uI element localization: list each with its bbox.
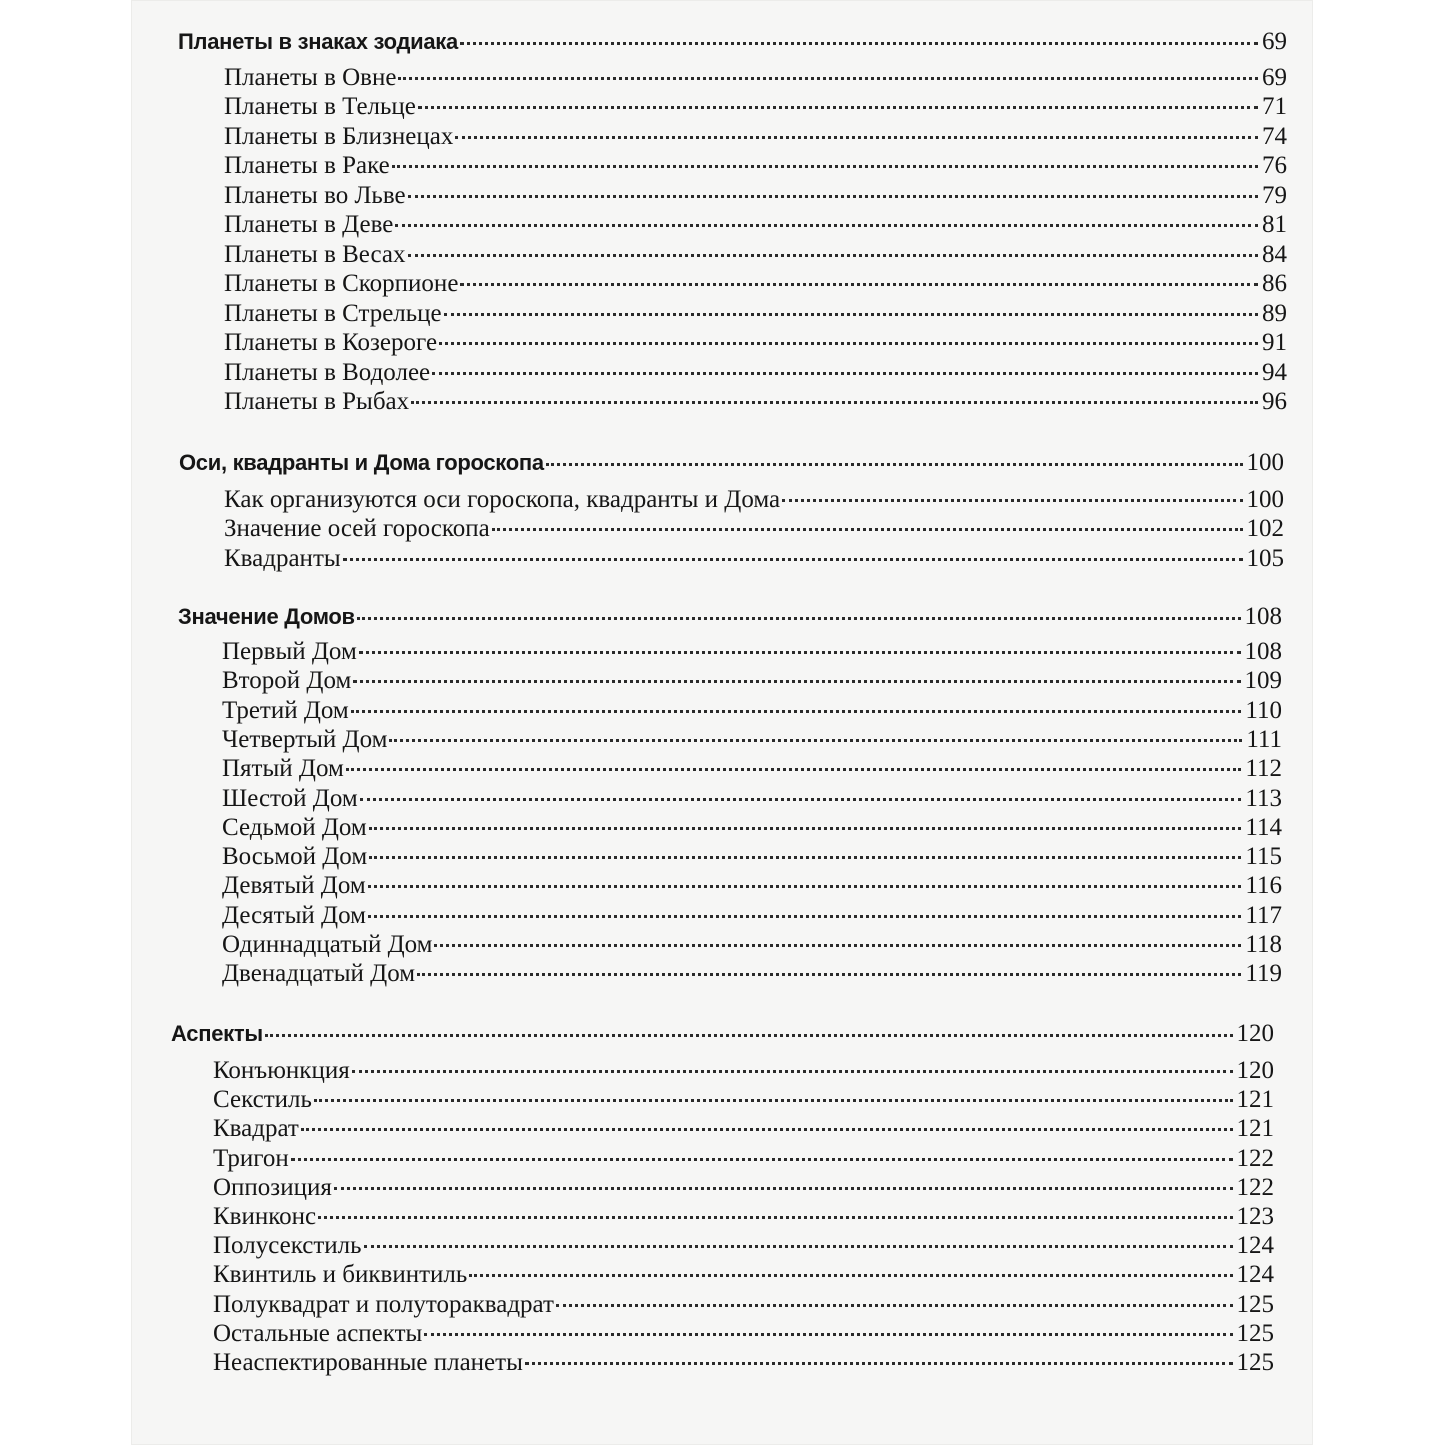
- page-number: 121: [1236, 1115, 1274, 1142]
- dot-leader: [408, 254, 1258, 257]
- dot-leader: [364, 1245, 1233, 1248]
- dot-leader: [398, 77, 1258, 80]
- entry-title: Квадрат: [213, 1115, 299, 1142]
- entry-title: Планеты в Весах: [224, 241, 406, 268]
- dot-leader: [369, 827, 1242, 830]
- dot-leader: [368, 885, 1242, 888]
- toc-entry[interactable]: [224, 211, 1287, 241]
- page-number: 125: [1236, 1349, 1274, 1376]
- dot-leader: [314, 1099, 1233, 1102]
- page-number: 124: [1236, 1232, 1274, 1259]
- page-number: 109: [1244, 667, 1282, 694]
- dot-leader: [301, 1128, 1233, 1131]
- entry-title: Квадранты: [224, 545, 341, 572]
- dot-leader: [351, 710, 1242, 713]
- toc-entry[interactable]: [213, 1203, 1274, 1233]
- entry-title: Планеты в Овне: [224, 64, 397, 91]
- dot-leader: [439, 342, 1258, 345]
- page-number: 116: [1245, 872, 1282, 899]
- page-number: 125: [1236, 1320, 1274, 1347]
- section-title: Планеты в знаках зодиака: [178, 29, 458, 54]
- page-number: 112: [1245, 755, 1282, 782]
- page-number: 123: [1236, 1203, 1274, 1230]
- toc-entry[interactable]: [222, 902, 1282, 932]
- toc-entry[interactable]: [222, 960, 1282, 990]
- entry-title: Полуквадрат и полутораквадрат: [213, 1291, 554, 1318]
- toc-entry[interactable]: [224, 300, 1287, 330]
- toc-entry[interactable]: [213, 1320, 1274, 1350]
- toc-entry[interactable]: [222, 697, 1282, 727]
- dot-leader: [369, 856, 1241, 859]
- dot-leader: [460, 42, 1258, 45]
- dot-leader: [357, 617, 1241, 620]
- entry-title: Седьмой Дом: [222, 814, 367, 841]
- toc-entry[interactable]: [222, 726, 1282, 756]
- toc-section[interactable]: [178, 28, 1287, 58]
- page-number: 114: [1245, 814, 1282, 841]
- entry-title: Секстиль: [213, 1086, 312, 1113]
- dot-leader: [434, 944, 1241, 947]
- page-number: 108: [1244, 603, 1282, 630]
- toc-section[interactable]: [178, 603, 1282, 633]
- dot-leader: [469, 1274, 1232, 1277]
- page-number: 69: [1262, 28, 1287, 55]
- page-number: 119: [1245, 960, 1282, 987]
- page-number: 74: [1262, 123, 1287, 150]
- dot-leader: [492, 528, 1243, 531]
- entry-title: Планеты в Водолее: [224, 359, 431, 386]
- toc-section[interactable]: [171, 1020, 1274, 1050]
- dot-leader: [265, 1034, 1233, 1037]
- page-number: 81: [1262, 211, 1287, 238]
- entry-title: Планеты в Раке: [224, 152, 390, 179]
- page-number: 86: [1262, 270, 1287, 297]
- toc-entry[interactable]: [222, 872, 1282, 902]
- toc-entry[interactable]: [224, 515, 1284, 545]
- dot-leader: [525, 1362, 1233, 1365]
- page-number: 115: [1245, 843, 1282, 870]
- entry-title: Неаспектированные планеты: [213, 1349, 523, 1376]
- entry-title: Конъюнкция: [213, 1057, 350, 1084]
- page-number: 69: [1262, 64, 1287, 91]
- page-number: 124: [1236, 1261, 1274, 1288]
- dot-leader: [424, 1333, 1232, 1336]
- entry-title: Значение осей гороскопа: [224, 515, 490, 542]
- toc-entry[interactable]: [213, 1115, 1274, 1145]
- page-number: 111: [1246, 726, 1282, 753]
- page-number: 84: [1262, 241, 1287, 268]
- entry-title: Тригон: [213, 1145, 289, 1172]
- page-number: 108: [1244, 638, 1282, 665]
- toc-entry[interactable]: [222, 814, 1282, 844]
- entry-title: Девятый Дом: [222, 872, 366, 899]
- entry-title: Квинтиль и биквинтиль: [213, 1261, 468, 1288]
- page-number: 96: [1262, 388, 1287, 415]
- dot-leader: [353, 680, 1240, 683]
- entry-title: Десятый Дом: [222, 902, 366, 929]
- dot-leader: [455, 136, 1258, 139]
- toc-entry[interactable]: [224, 329, 1287, 359]
- page-number: 94: [1262, 359, 1287, 386]
- toc-section[interactable]: [179, 449, 1284, 479]
- entry-title: Шестой Дом: [222, 785, 358, 812]
- dot-leader: [291, 1158, 1233, 1161]
- dot-leader: [556, 1304, 1233, 1307]
- toc-entry[interactable]: [222, 667, 1282, 697]
- entry-title: Планеты в Рыбах: [224, 388, 410, 415]
- entry-title: Четвертый Дом: [222, 726, 388, 753]
- page-number: 120: [1236, 1020, 1274, 1047]
- toc-entry[interactable]: [224, 270, 1287, 300]
- toc-entry[interactable]: [222, 843, 1282, 873]
- section-title: Аспекты: [171, 1021, 263, 1046]
- page-number: 118: [1245, 931, 1282, 958]
- toc-entry[interactable]: [213, 1057, 1274, 1087]
- entry-title: Квинконс: [213, 1203, 317, 1230]
- entry-title: Планеты в Близнецах: [224, 123, 454, 150]
- dot-leader: [782, 499, 1242, 502]
- section-title: Оси, квадранты и Дома гороскопа: [179, 450, 544, 475]
- toc-entry[interactable]: [224, 93, 1287, 123]
- dot-leader: [444, 313, 1258, 316]
- entry-title: Планеты в Скорпионе: [224, 270, 459, 297]
- toc-entry[interactable]: [224, 241, 1287, 271]
- page-number: 122: [1236, 1145, 1274, 1172]
- toc-entry[interactable]: [224, 388, 1287, 418]
- page-number: 125: [1236, 1291, 1274, 1318]
- dot-leader: [346, 768, 1242, 771]
- entry-title: Восьмой Дом: [222, 843, 368, 870]
- entry-title: Планеты во Льве: [224, 182, 406, 209]
- toc-entry[interactable]: [224, 359, 1287, 389]
- page-number: 76: [1262, 152, 1287, 179]
- dot-leader: [368, 915, 1242, 918]
- entry-title: Пятый Дом: [222, 755, 344, 782]
- page-number: 100: [1246, 486, 1284, 513]
- section-title: Значение Домов: [178, 604, 355, 629]
- page-number: 71: [1262, 93, 1287, 120]
- dot-leader: [546, 463, 1243, 466]
- entry-title: Планеты в Стрельце: [224, 300, 442, 327]
- toc-entry[interactable]: [222, 785, 1282, 815]
- page-number: 122: [1236, 1174, 1274, 1201]
- dot-leader: [417, 973, 1241, 976]
- dot-leader: [360, 798, 1242, 801]
- dot-leader: [432, 372, 1258, 375]
- toc-entry[interactable]: [224, 486, 1284, 516]
- dot-leader: [318, 1216, 1232, 1219]
- toc-entry[interactable]: [213, 1174, 1274, 1204]
- entry-title: Как организуются оси гороскопа, квадранты и Дома: [224, 486, 781, 513]
- dot-leader: [334, 1187, 1233, 1190]
- dot-leader: [359, 651, 1241, 654]
- page-number: 110: [1245, 697, 1282, 724]
- page-number: 89: [1262, 300, 1287, 327]
- toc-entry[interactable]: [213, 1349, 1274, 1379]
- page-number: 79: [1262, 182, 1287, 209]
- page-number: 117: [1245, 902, 1282, 929]
- dot-leader: [343, 558, 1243, 561]
- toc-entry[interactable]: [224, 64, 1287, 94]
- dot-leader: [352, 1070, 1233, 1073]
- dot-leader: [411, 401, 1258, 404]
- entry-title: Третий Дом: [222, 697, 349, 724]
- toc-entry[interactable]: [213, 1145, 1274, 1175]
- page-number: 121: [1236, 1086, 1274, 1113]
- dot-leader: [460, 283, 1258, 286]
- toc-entry[interactable]: [213, 1086, 1274, 1116]
- entry-title: Одиннадцатый Дом: [222, 931, 433, 958]
- entry-title: Остальные аспекты: [213, 1320, 423, 1347]
- entry-title: Планеты в Козероге: [224, 329, 438, 356]
- dot-leader: [392, 165, 1258, 168]
- page-number: 102: [1246, 515, 1284, 542]
- page-number: 113: [1245, 785, 1282, 812]
- page-number: 100: [1246, 449, 1284, 476]
- entry-title: Второй Дом: [222, 667, 352, 694]
- toc-entry[interactable]: [224, 123, 1287, 153]
- page-number: 120: [1236, 1057, 1274, 1084]
- toc-entry[interactable]: [213, 1291, 1274, 1321]
- dot-leader: [418, 106, 1258, 109]
- toc-entry[interactable]: [224, 545, 1284, 575]
- dot-leader: [389, 739, 1242, 742]
- toc-entry[interactable]: [224, 152, 1287, 182]
- entry-title: Первый Дом: [222, 638, 357, 665]
- dot-leader: [408, 195, 1258, 198]
- page-number: 91: [1262, 329, 1287, 356]
- toc-entry[interactable]: [222, 638, 1282, 668]
- toc-entry[interactable]: [222, 931, 1282, 961]
- entry-title: Полусекстиль: [213, 1232, 362, 1259]
- entry-title: Планеты в Деве: [224, 211, 394, 238]
- toc-entry[interactable]: [222, 755, 1282, 785]
- toc-entry[interactable]: [213, 1232, 1274, 1262]
- page-number: 105: [1246, 545, 1284, 572]
- entry-title: Двенадцатый Дом: [222, 960, 416, 987]
- dot-leader: [395, 224, 1258, 227]
- toc-entry[interactable]: [213, 1261, 1274, 1291]
- entry-title: Планеты в Тельце: [224, 93, 416, 120]
- entry-title: Оппозиция: [213, 1174, 332, 1201]
- toc-entry[interactable]: [224, 182, 1287, 212]
